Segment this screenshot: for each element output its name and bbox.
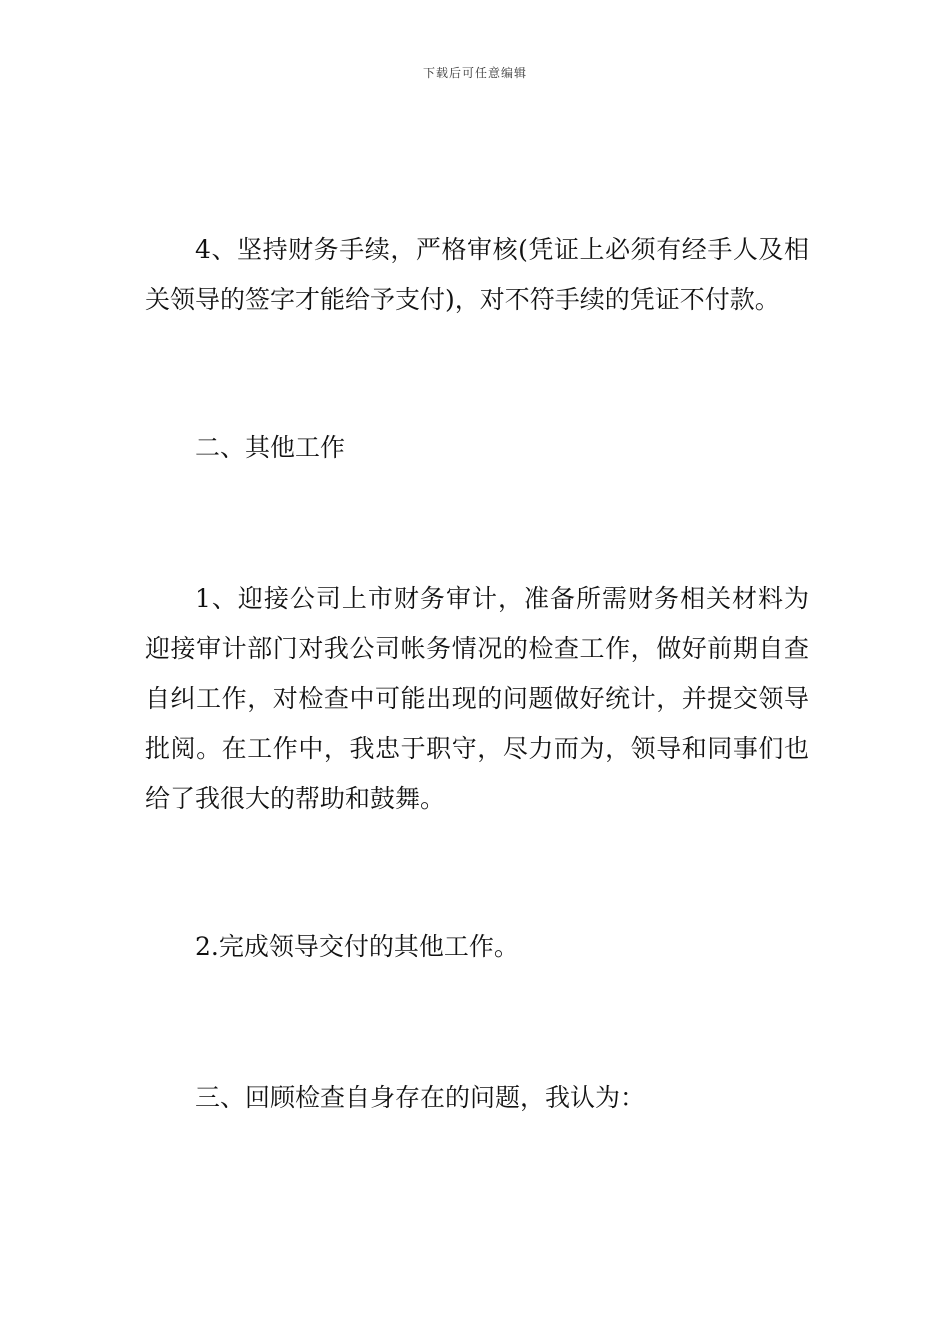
page-header: 下载后可任意编辑: [422, 66, 527, 80]
paragraph-other-tasks: 2.完成领导交付的其他工作。: [195, 932, 519, 961]
section-heading-self-review: 三、回顾检查自身存在的问题，我认为：: [195, 1083, 646, 1112]
paragraph-audit-preparation: 1、迎接公司上市财务审计，准备所需财务相关材料为迎接审计部门对我公司帐务情况的检查工作，做好前期自查自纠工作，对检查中可能出现的问题做好统计，并提交领导批阅。在工作中，我忠于职守，尽力而为，领导和同事们也给了我很大的帮助和鼓舞。: [145, 584, 809, 813]
paragraph-financial-procedures: 4、坚持财务手续，严格审核(凭证上必须有经手人及相关领导的签字才能给予支付)，对不符手续的凭证不付款。: [145, 235, 809, 314]
section-heading-other-work: 二、其他工作: [195, 433, 346, 462]
